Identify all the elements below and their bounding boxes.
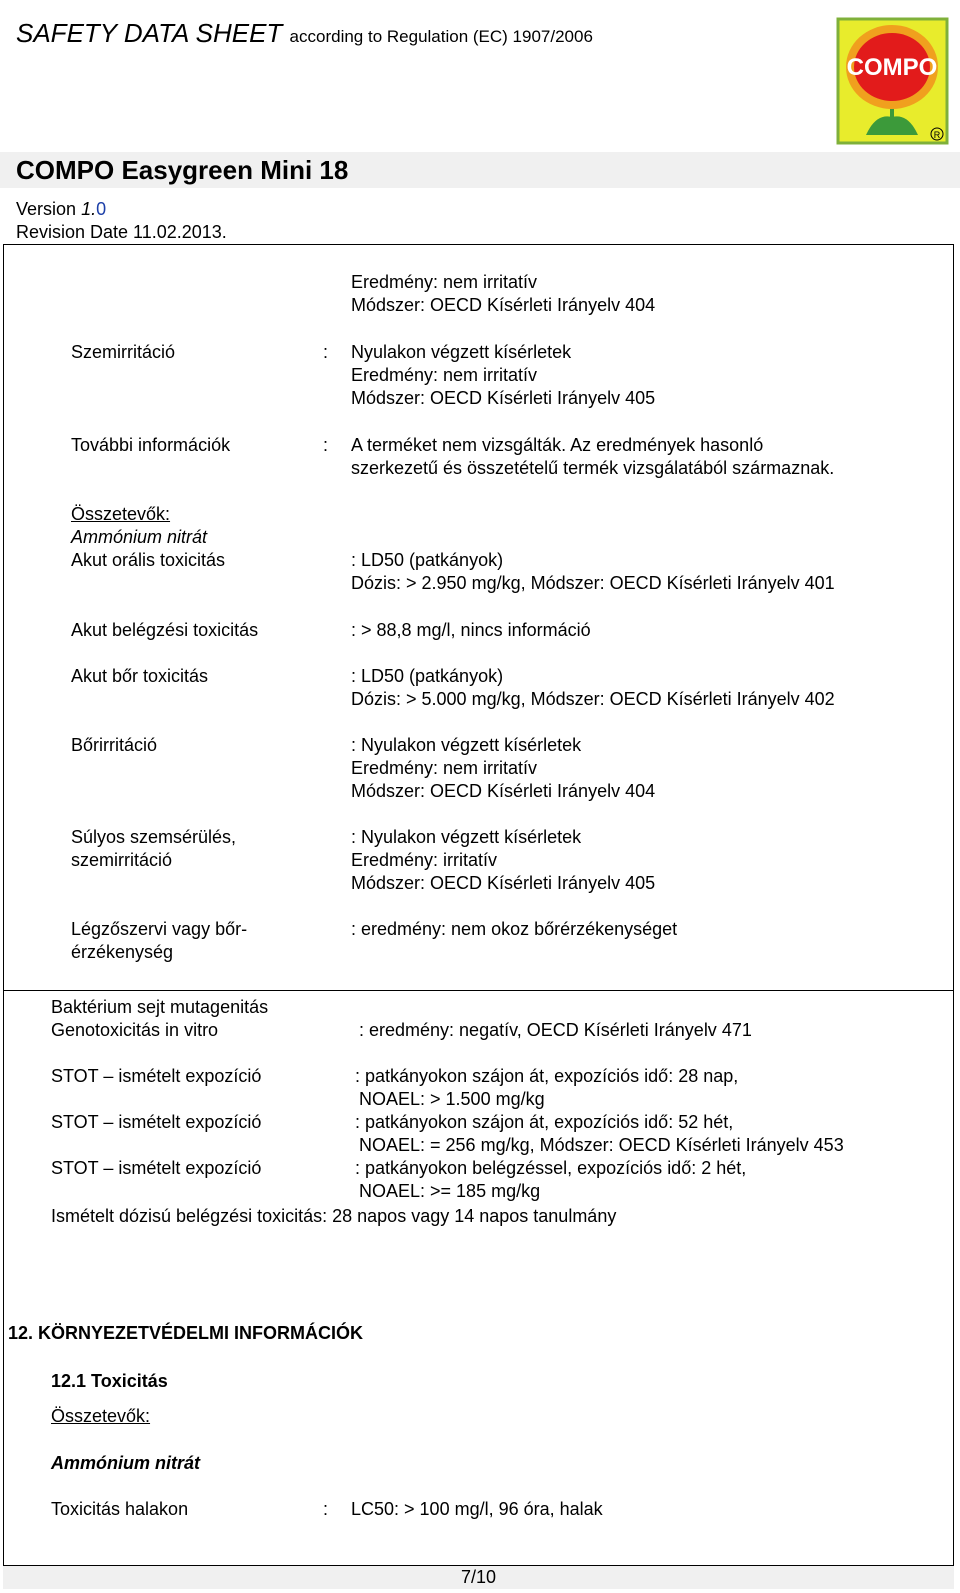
eye-irritation-line: Módszer: OECD Kísérleti Irányelv 405 — [351, 388, 656, 408]
section-12-title: 12. KÖRNYEZETVÉDELMI INFORMÁCIÓK — [8, 1323, 364, 1343]
version-major: 1. — [81, 199, 97, 219]
tox-label: Bőrirritáció — [71, 735, 158, 755]
tox-value: : eredmény: nem okoz bőrérzékenységet — [351, 919, 678, 939]
stot-value: : patkányokon belégzéssel, expozíciós idő: 2 hét, — [355, 1158, 747, 1178]
stot-value: NOAEL: = 256 mg/kg, Módszer: OECD Kísérleti Irányelv 453 — [359, 1135, 844, 1155]
version-minor: 0 — [96, 199, 107, 219]
mutagen-line: Baktérium sejt mutagenitás — [51, 997, 269, 1017]
tox-value: : LD50 (patkányok) — [351, 550, 504, 570]
more-info-label: További információk — [71, 435, 231, 455]
stot-label: STOT – ismételt expozíció — [51, 1112, 262, 1132]
eye-irritation-line: Nyulakon végzett kísérletek — [351, 342, 572, 362]
tox-value: Módszer: OECD Kísérleti Irányelv 405 — [351, 873, 656, 893]
document-title-sub: according to Regulation (EC) 1907/2006 — [289, 27, 593, 46]
genotox-label: Genotoxicitás in vitro — [51, 1020, 219, 1040]
stot-value: NOAEL: > 1.500 mg/kg — [359, 1089, 545, 1109]
tox-value: : > 88,8 mg/l, nincs információ — [351, 620, 591, 640]
stot-label: STOT – ismételt expozíció — [51, 1158, 262, 1178]
stot-label: STOT – ismételt expozíció — [51, 1066, 262, 1086]
tox-label: Akut orális toxicitás — [71, 550, 226, 570]
fish-toxicity-label: Toxicitás halakon — [51, 1499, 189, 1519]
section-12-1-title: 12.1 Toxicitás — [51, 1371, 168, 1391]
tox-label: Légzőszervi vagy bőr- — [71, 919, 248, 939]
tox-label: Akut bőr toxicitás — [71, 666, 209, 686]
stot-value: NOAEL: >= 185 mg/kg — [359, 1181, 541, 1201]
product-name: COMPO Easygreen Mini 18 — [16, 155, 349, 185]
eye-irritation-colon: : — [323, 342, 329, 362]
more-info-line: A terméket nem vizsgálták. Az eredmények hasonló — [351, 435, 764, 455]
version — [16, 198, 106, 221]
revision-date: Revision Date 11.02.2013. — [16, 222, 227, 242]
cont-result: Eredmény: nem irritatív — [351, 272, 538, 292]
tox-label: érzékenység — [71, 942, 174, 962]
tox-value: : LD50 (patkányok) — [351, 666, 504, 686]
components-heading: Összetevők: — [71, 504, 171, 524]
stot-value: : patkányokon szájon át, expozíciós idő: 28 nap, — [355, 1066, 739, 1086]
tox-value: Dózis: > 5.000 mg/kg, Módszer: OECD Kísérleti Irányelv 402 — [351, 689, 835, 709]
components-substance: Ammónium nitrát — [71, 527, 208, 547]
tox-label: Akut belégzési toxicitás — [71, 620, 259, 640]
version-label: Version — [16, 199, 77, 219]
more-info-colon: : — [323, 435, 329, 455]
repeated-dose-line: Ismételt dózisú belégzési toxicitás: 28 napos vagy 14 napos tanulmány — [51, 1206, 617, 1226]
tox-value: : Nyulakon végzett kísérletek — [351, 827, 582, 847]
fish-toxicity-value: LC50: > 100 mg/l, 96 óra, halak — [351, 1499, 603, 1519]
tox-value: : Nyulakon végzett kísérletek — [351, 735, 582, 755]
stot-value: : patkányokon szájon át, expozíciós idő: 52 hét, — [355, 1112, 734, 1132]
tox-value: Dózis: > 2.950 mg/kg, Módszer: OECD Kísérleti Irányelv 401 — [351, 573, 835, 593]
document-title-main: SAFETY DATA SHEET — [16, 18, 283, 48]
page-number: 7/10 — [3, 1565, 954, 1589]
tox-value: Eredmény: irritatív — [351, 850, 498, 870]
cont-method: Módszer: OECD Kísérleti Irányelv 404 — [351, 295, 656, 315]
fish-toxicity-colon: : — [323, 1499, 329, 1519]
eye-irritation-line: Eredmény: nem irritatív — [351, 365, 538, 385]
eye-irritation-label: Szemirritáció — [71, 342, 176, 362]
logo-text: COMPO — [846, 54, 938, 81]
section-divider — [3, 990, 954, 991]
more-info-line: szerkezetű és összetételű termék vizsgálatából származnak. — [351, 458, 835, 478]
tox-label: Súlyos szemsérülés, — [71, 827, 237, 847]
genotox-value: : eredmény: negatív, OECD Kísérleti Irányelv 471 — [359, 1020, 752, 1040]
document-title — [16, 17, 593, 53]
section-12-components-heading: Összetevők: — [51, 1406, 151, 1426]
tox-value: Eredmény: nem irritatív — [351, 758, 538, 778]
logo-registered-mark: R — [933, 130, 941, 140]
compo-logo-icon — [836, 17, 949, 145]
tox-label: szemirritáció — [71, 850, 173, 870]
section-12-substance: Ammónium nitrát — [51, 1453, 201, 1473]
tox-value: Módszer: OECD Kísérleti Irányelv 404 — [351, 781, 656, 801]
